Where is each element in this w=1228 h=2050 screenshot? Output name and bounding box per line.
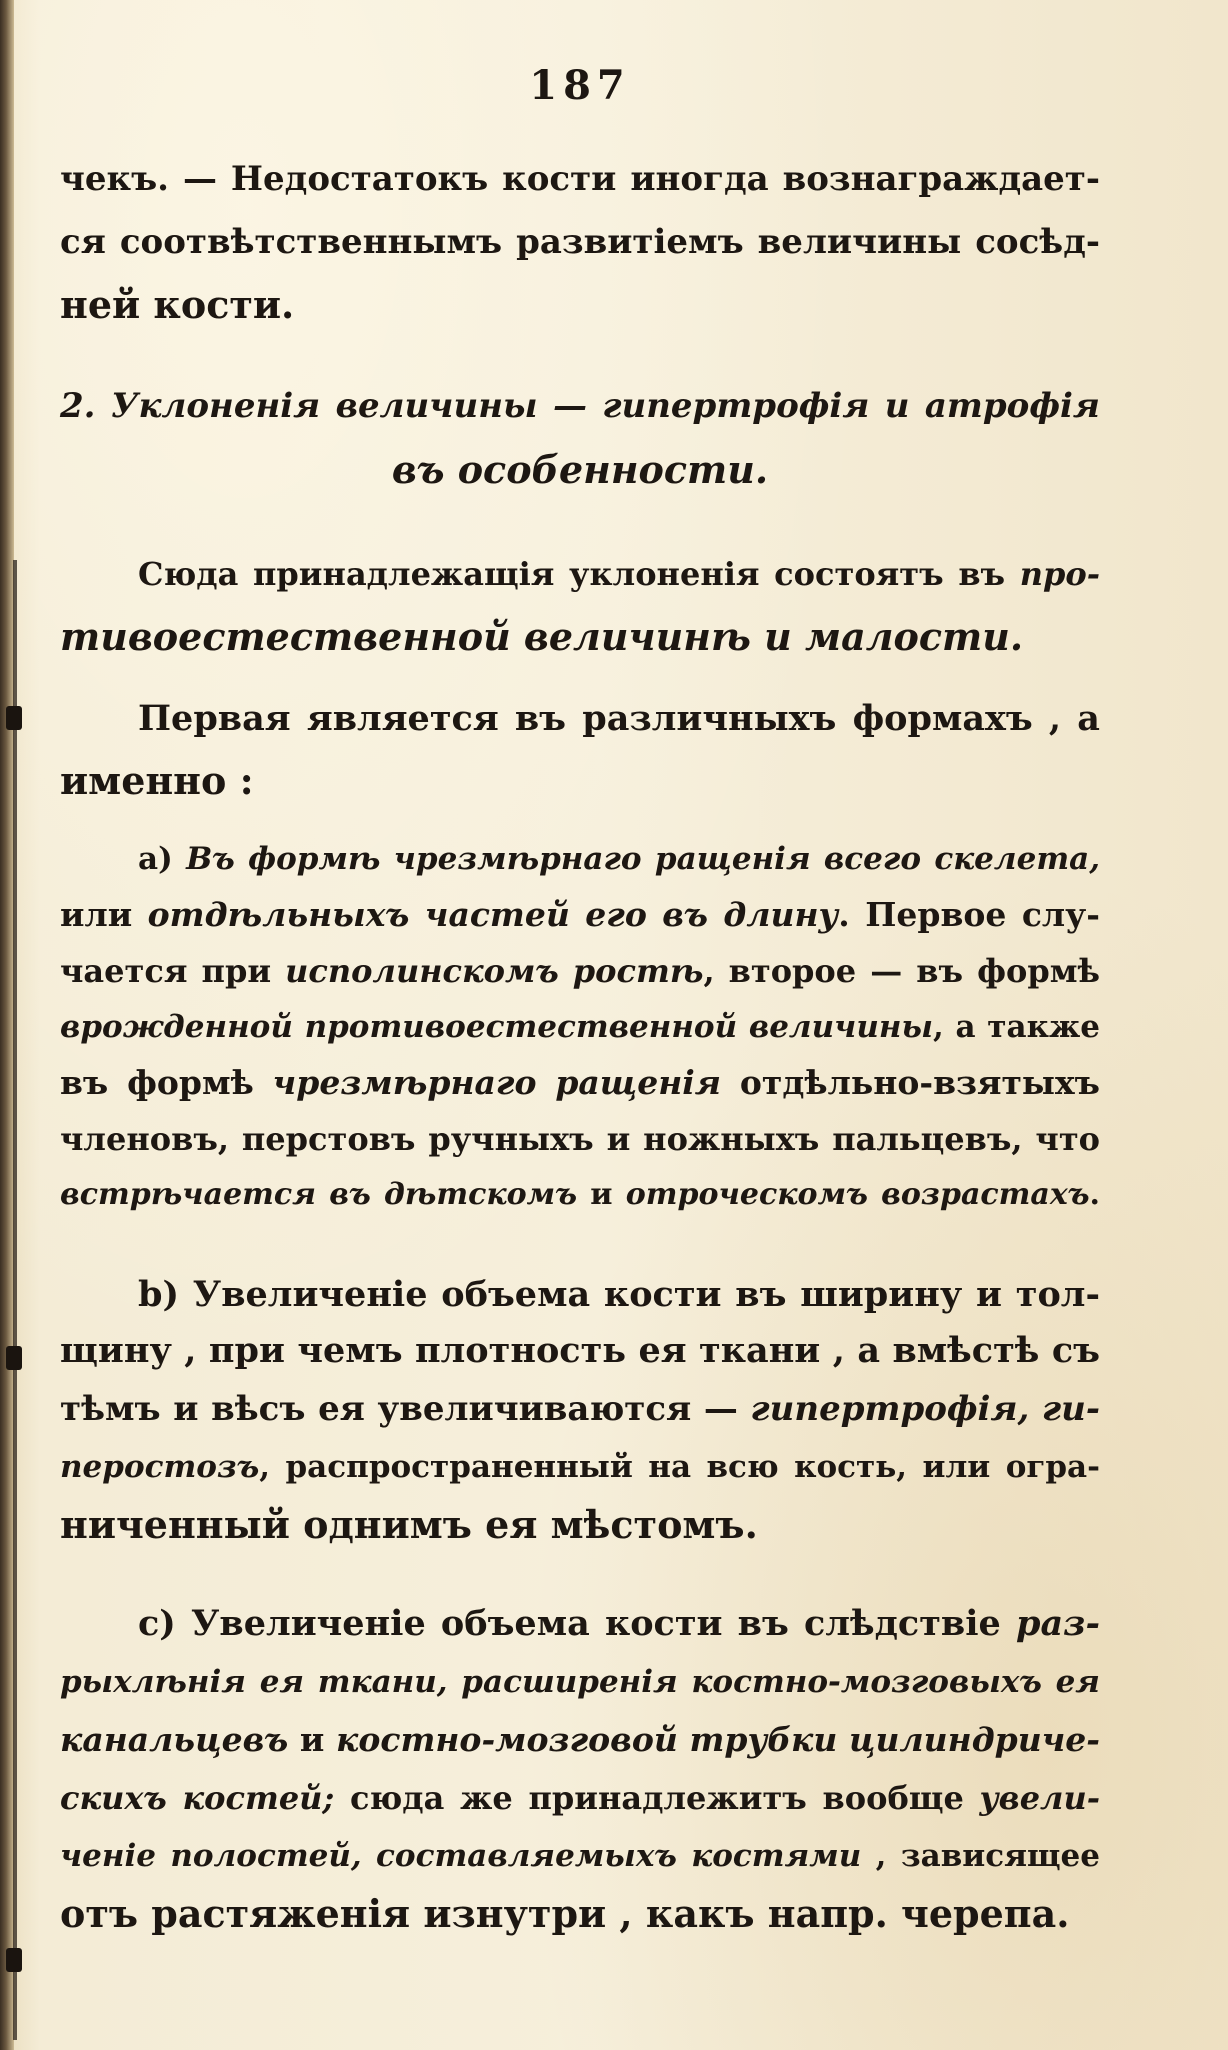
text-run: рыхлѣнія ея ткани, расширенія костно-мозговыхъ ея bbox=[60, 1664, 1100, 1700]
text-run: ся соотвѣтственнымъ развитіемъ величины сосѣд- bbox=[60, 222, 1100, 262]
text-line bbox=[60, 1327, 1100, 1375]
text-run: отдѣльно-взятыхъ bbox=[721, 1063, 1100, 1102]
text-run: скихъ костей; bbox=[60, 1779, 335, 1817]
text-line bbox=[60, 1600, 1100, 1648]
text-run: исполинскомъ ростѣ bbox=[285, 952, 704, 990]
text-line bbox=[60, 835, 1100, 883]
text-run: c) Увеличеніе объема кости въ слѣдствіе bbox=[138, 1603, 1016, 1644]
text-run: чекъ. — Недостатокъ кости иногда вознаграждает- bbox=[60, 159, 1100, 199]
text-run: , распространенный на всю кость, или огра- bbox=[259, 1449, 1100, 1485]
margin-mark bbox=[6, 706, 22, 730]
text-line bbox=[60, 1832, 1100, 1880]
text-line bbox=[60, 550, 1100, 598]
text-run: 2. Уклоненія величины — гипертрофія и атрофія bbox=[60, 386, 1100, 426]
text-run: именно : bbox=[60, 758, 254, 803]
text-run: , второе — въ формѣ bbox=[703, 952, 1101, 990]
text-run: отдѣльныхъ частей его въ длину bbox=[147, 895, 839, 934]
text-run: въ формѣ bbox=[60, 1063, 273, 1102]
binding-shadow bbox=[13, 560, 17, 2040]
text-line bbox=[60, 1443, 1100, 1491]
text-run: тивоестественной величинѣ и малости. bbox=[60, 614, 1024, 659]
text-run: щину , при чемъ плотность ея ткани , а вмѣстѣ съ bbox=[60, 1330, 1100, 1371]
text-line bbox=[60, 947, 1100, 995]
margin-mark bbox=[6, 1948, 22, 1972]
text-line bbox=[60, 281, 1100, 329]
text-run: тѣмъ и вѣсъ ея увеличиваются — bbox=[60, 1389, 751, 1429]
text-run: Въ формѣ чрезмѣрнаго ращенія всего скелета, bbox=[186, 841, 1100, 877]
text-line bbox=[60, 1115, 1100, 1163]
margin-mark bbox=[6, 1346, 22, 1370]
text-run: про- bbox=[1019, 555, 1100, 593]
section-heading bbox=[60, 382, 1100, 430]
text-run: Сюда принадлежащія уклоненія состоятъ въ bbox=[138, 555, 1020, 593]
text-run: перостозъ bbox=[60, 1449, 260, 1485]
text-line bbox=[60, 218, 1100, 266]
page-gutter bbox=[0, 0, 14, 2050]
text-line bbox=[60, 1171, 1100, 1219]
text-run: сюда же принадлежитъ вообще bbox=[334, 1779, 980, 1817]
text-run: костно-мозговой трубки цилиндриче- bbox=[336, 1720, 1100, 1759]
text-line bbox=[60, 613, 1100, 661]
text-run: ченіе полостей, составляемыхъ костями bbox=[60, 1838, 862, 1874]
text-run: чается при bbox=[60, 952, 286, 990]
text-run: . bbox=[1089, 1177, 1100, 1212]
text-run: , а также bbox=[933, 1009, 1100, 1045]
section-heading bbox=[60, 446, 1100, 494]
text-line bbox=[60, 155, 1100, 203]
text-run: отроческомъ возрастахъ bbox=[625, 1177, 1090, 1212]
page-number: 187 bbox=[529, 62, 631, 109]
text-line bbox=[60, 1003, 1100, 1051]
text-line bbox=[60, 1271, 1100, 1319]
text-run: b) Увеличеніе объема кости въ ширину и тол- bbox=[138, 1274, 1100, 1315]
text-line bbox=[60, 1890, 1100, 1938]
text-line bbox=[60, 757, 1100, 805]
text-run: ней кости. bbox=[60, 282, 295, 327]
text-run: . Первое слу- bbox=[838, 895, 1100, 934]
text-run: чрезмѣрнаго ращенія bbox=[272, 1063, 722, 1102]
text-run: увели- bbox=[979, 1779, 1101, 1817]
text-run: а) bbox=[138, 841, 187, 877]
text-run: раз- bbox=[1015, 1603, 1100, 1644]
text-run: встрѣчается въ дѣтскомъ bbox=[60, 1177, 578, 1212]
text-line bbox=[60, 891, 1100, 939]
text-line bbox=[60, 1059, 1100, 1107]
text-run: въ особенности. bbox=[391, 447, 769, 492]
text-run: или bbox=[60, 895, 148, 934]
text-line bbox=[60, 695, 1100, 743]
text-run: и bbox=[577, 1177, 626, 1212]
text-run: канальцевъ bbox=[60, 1720, 289, 1759]
text-line bbox=[60, 1774, 1100, 1822]
text-run: и bbox=[288, 1720, 337, 1759]
text-line bbox=[60, 1716, 1100, 1764]
text-run: , зависящее bbox=[861, 1838, 1100, 1874]
text-run: членовъ, перстовъ ручныхъ и ножныхъ пальцевъ, что bbox=[60, 1120, 1100, 1158]
text-line bbox=[60, 1501, 1100, 1549]
text-run: врожденной противоестественной величины bbox=[60, 1009, 933, 1045]
text-line bbox=[60, 1385, 1100, 1433]
text-run: ниченный однимъ ея мѣстомъ. bbox=[60, 1502, 758, 1547]
text-run: гипертрофія, ги- bbox=[750, 1389, 1100, 1429]
text-line bbox=[60, 1658, 1100, 1706]
text-run: Первая является въ различныхъ формахъ , а bbox=[138, 698, 1100, 739]
text-run: отъ растяженія изнутри , какъ напр. черепа. bbox=[60, 1891, 1070, 1936]
